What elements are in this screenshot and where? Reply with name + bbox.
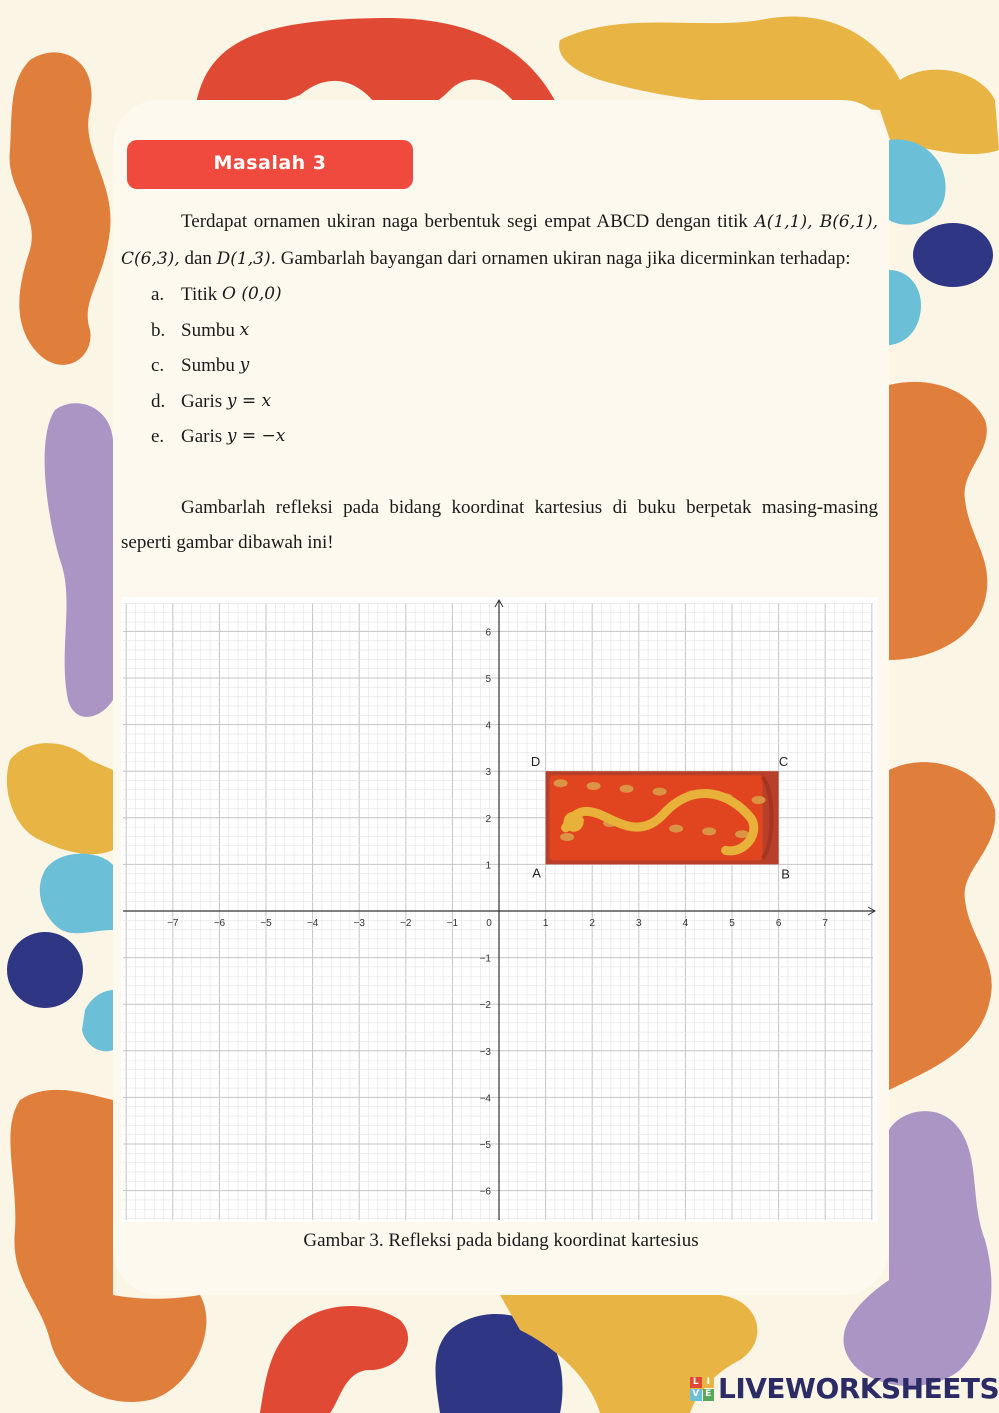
list-word: Titik (181, 284, 218, 305)
list-label: a. (151, 284, 165, 305)
list-label: e. (151, 426, 165, 447)
teal-blob-right (889, 139, 946, 224)
problem-intro (121, 204, 878, 277)
ornament-cloud (752, 796, 766, 804)
y-tick-label: −6 (479, 1186, 491, 1198)
list-item (151, 313, 878, 349)
x-tick-label: 2 (589, 918, 595, 929)
list-item (151, 419, 878, 455)
logo-letter: L (690, 1377, 702, 1389)
y-tick-label: −1 (479, 953, 491, 965)
list-label: b. (151, 319, 166, 341)
x-tick-label: 7 (822, 918, 828, 929)
list-item (151, 348, 878, 384)
ornament-cloud (653, 788, 667, 796)
teal-blob-left-small (82, 990, 113, 1051)
orange-blob-left-top (10, 52, 111, 365)
y-tick-label: 4 (485, 720, 491, 732)
y-tick-label: 3 (485, 767, 491, 779)
red-arch-shape (195, 18, 560, 110)
vertex-label: A (532, 865, 541, 881)
y-tick-label: −5 (479, 1140, 491, 1151)
ornament-cloud (587, 782, 601, 790)
list-word: Garis (181, 390, 223, 412)
logo-letter: I (703, 1377, 715, 1389)
ornament-cloud (554, 779, 568, 787)
coordinate-plane (121, 597, 877, 1222)
list-math: O (0,0) (222, 284, 282, 304)
liveworksheets-brand (690, 1372, 999, 1405)
problem-text (121, 204, 878, 561)
y-tick-label: 1 (485, 860, 491, 872)
intro-rest: Gambarlah bayangan dari ornamen ukiran naga jika dicerminkan terhadap: (280, 247, 851, 269)
navy-blob-right (913, 223, 993, 287)
list-item (151, 384, 878, 420)
ornament-cloud (560, 833, 574, 841)
instruction: Gambarlah refleksi pada bidang koordinat kartesius di buku berpetak masing-masing seperti gambar dibawah ini! (121, 496, 878, 553)
list-math: x (239, 319, 250, 340)
ornament-cloud (702, 827, 716, 835)
x-tick-label: 4 (682, 918, 689, 929)
intro-text: Terdapat ornamen ukiran naga berbentuk segi empat ABCD dengan titik (181, 211, 748, 232)
x-tick-label: −7 (167, 918, 179, 929)
teal-blob-left (40, 854, 113, 934)
conjunction: dan (184, 247, 212, 269)
list-math: y (239, 355, 250, 375)
x-tick-label: −3 (353, 918, 365, 929)
x-tick-label: 3 (636, 918, 642, 929)
ornament-cloud (669, 825, 683, 833)
x-tick-label: −1 (446, 918, 459, 929)
vertex-label: B (781, 866, 790, 882)
figure-caption: Gambar 3. Refleksi pada bidang koordinat kartesius (303, 1230, 699, 1251)
point-d: D(1,3). (216, 248, 276, 269)
problem-title: Masalah 3 (213, 151, 327, 174)
list-label: d. (151, 390, 166, 412)
x-tick-label: −2 (400, 918, 412, 929)
x-tick-label: −6 (213, 918, 226, 929)
logo-letter: V (690, 1389, 702, 1401)
brand-logo-icon (690, 1377, 714, 1401)
list-math: y = x (226, 390, 272, 411)
purple-blob-left (45, 403, 113, 717)
list-math: y = −x (226, 426, 286, 446)
red-blob-bottom (260, 1306, 408, 1413)
y-tick-label: −4 (479, 1093, 491, 1105)
y-tick-label: −3 (479, 1046, 491, 1058)
ornament-cloud (620, 785, 634, 793)
list-word: Sumbu (181, 319, 235, 341)
y-tick-label: 5 (485, 674, 491, 685)
orange-blob-right (889, 382, 987, 660)
yellow-blob-left (7, 743, 113, 854)
vertex-label: C (778, 754, 789, 770)
points-abc: A(1,1), B(6,1), C(6,3), (121, 212, 878, 269)
list-item (151, 277, 878, 313)
x-tick-label: −4 (306, 918, 319, 929)
y-tick-label: 6 (485, 627, 491, 639)
navy-blob-left (7, 932, 83, 1008)
list-word: Sumbu (181, 355, 235, 376)
orange-blob-right-2 (889, 762, 995, 1090)
logo-letter: E (703, 1389, 715, 1401)
dragon-head (564, 812, 584, 832)
x-tick-label: −5 (260, 918, 272, 929)
y-tick-label: 2 (485, 813, 491, 825)
reflection-list (121, 277, 878, 455)
x-tick-label: 0 (486, 918, 492, 929)
coordinate-grid-figure (121, 597, 877, 1227)
x-tick-label: 1 (542, 918, 549, 929)
x-tick-label: 6 (775, 918, 782, 929)
teal-blob-right-2 (889, 270, 921, 345)
brand-name: LIVEWORKSHEETS (718, 1372, 999, 1405)
list-label: c. (151, 355, 165, 376)
list-word: Garis (181, 426, 223, 447)
problem-header (127, 140, 413, 189)
y-tick-label: −2 (479, 1000, 491, 1012)
vertex-label: D (530, 754, 541, 770)
dragon-ornament-image (546, 771, 779, 864)
x-tick-label: 5 (729, 918, 735, 929)
